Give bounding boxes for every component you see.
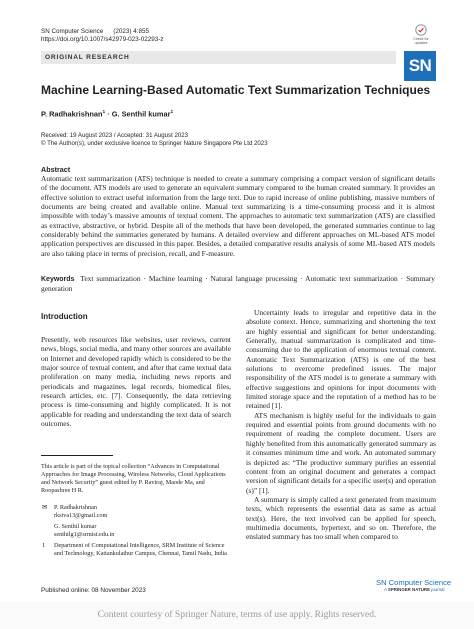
affiliation-marker: 1 xyxy=(170,110,174,115)
publisher-prefix: A xyxy=(384,587,388,592)
author-list xyxy=(41,108,173,119)
received-accepted: Received: 19 August 2023 / Accepted: 31 August 2023 xyxy=(41,132,189,139)
journal-volume: (2023) 4:855 xyxy=(113,28,150,35)
publisher-suffix: journal xyxy=(430,587,445,592)
affiliation-text: Department of Computational Intelligence, SRM Institute of Science and Technology, Kattankulathur Campus, Chennai, Tamil Nadu, India xyxy=(54,541,227,557)
corresponding-author-name: G. Senthil kumar xyxy=(54,522,97,530)
abstract-heading: Abstract xyxy=(41,165,71,174)
abstract-text: Automatic text summarization (ATS) technique is needed to create a summary comprising a compact version of significant details of the document. ATS models are used to generate an equivalent summary compared to the human created summary. It provides an effective solution to extract useful information from the large text. Due to rapid increase of online publishing, massive numbers of documents are being created and available online. Manual text summarizing is a time-consuming process and it is almost impossible with today’s massive amounts of textual content. The approaches to automatic text summarization (ATS) are classified as extractive, abstractive, or hybrid. Despite all of the methods that have been developed, the generated summaries continue to lag considerably behind the summaries generated by humans. A detailed overview and different approaches on ML-based ATS model application perspectives are discussed in this paper. Besides, a detailed comparative results analysis of some ML-based ATS models are also taking place in terms of precision, recall, and F-measure. xyxy=(41,174,435,258)
corresponding-author-name: P. Radhakrishnan xyxy=(54,504,97,511)
introduction-heading: Introduction xyxy=(41,312,88,321)
footer-journal-name: SN Computer Science xyxy=(376,578,452,587)
sn-logo: SN xyxy=(404,51,436,81)
article-title: Machine Learning-Based Automatic Text Summarization Techniques xyxy=(41,83,431,97)
copyright-line: © The Author(s), under exclusive licence to Springer Nature Singapore Pte Ltd 2023 xyxy=(41,140,268,147)
affiliation xyxy=(41,542,231,558)
journal-name: SN Computer Science xyxy=(41,28,104,35)
keywords-label: Keywords xyxy=(41,276,75,283)
right-column-text xyxy=(246,308,436,542)
author-name[interactable]: G. Senthil kumar xyxy=(111,109,171,119)
intro-paragraph: A summary is simply called a text generated from maximum texts, which represents the essential data as same as actual text(s). Here, the text involved can be applied for speech, multimedia documents, hypertext, and so on. Therefore, the enslated summary has too small when compared to xyxy=(246,494,436,542)
footnote-divider xyxy=(41,455,113,456)
topical-collection-footnote: This article is part of the topical collection “Advances in Computational Approaches for Image Processing, Wireless Networks, Cloud Applications and Network Security” guest edited by P. Raviraj, Maode Ma, and Roopashree H R. xyxy=(41,463,226,494)
keywords-text: Text summarization · Machine learning · Natural language processing · Automatic text summarization · Summary generation xyxy=(41,274,435,294)
check-for-updates-badge[interactable] xyxy=(408,24,434,46)
doi-link[interactable]: https://doi.org/10.1007/s42979-023-02293-z xyxy=(41,36,164,43)
envelope-icon: ✉ xyxy=(42,504,48,511)
article-dates xyxy=(41,132,268,148)
affiliation-number: 1 xyxy=(42,541,46,549)
affiliation-marker: 1 xyxy=(102,110,106,115)
footer-publisher xyxy=(384,587,444,593)
correspondence-author xyxy=(41,523,231,539)
journal-header xyxy=(41,28,149,36)
correspondence-block xyxy=(41,504,231,557)
publisher-name: SPRINGER NATURE xyxy=(387,587,431,592)
author-separator: · xyxy=(105,109,112,119)
author-name[interactable]: P. Radhakrishnan xyxy=(41,109,103,119)
check-updates-icon xyxy=(415,24,427,36)
intro-paragraph: Presently, web resources like websites, user reviews, current news, blogs, social media, and many other sources are available on Internet and developed rapidly which is considered to be the major source of textual content, and after that came textual data proliferation on many media, including news reports and periodicals and magazines, legal records, biomedical files, research articles, etc. [7]. Consequently, the data retrieving process is time-consuming and highly complicated. It is not applicable for reading and understanding the text data of search outcomes. xyxy=(41,335,232,429)
corresponding-author-email[interactable]: senthilg1@srmist.edu.in xyxy=(54,530,115,538)
intro-paragraph: Uncertainty leads to irregular and repetitive data in the absolute context. Hence, summarizing and shortening the text are highly essential and significant for better understanding. Generally, manual summarization is complicated and time-consuming due to the application of enormous textual content. Automatic Text Summarization (ATS) is one of the best solutions to overcome predefined issues. The major responsibility of the ATS model is to generate a summary with effective suggestions and opinions for input documents with limited storage space and the reputation of a method has to be retained [1]. xyxy=(246,308,436,411)
correspondence-author xyxy=(41,504,231,520)
keywords xyxy=(41,274,435,294)
check-updates-label-2: updates xyxy=(414,41,428,45)
corresponding-author-email[interactable]: rksiva13@gmail.com xyxy=(54,511,108,519)
left-column-text xyxy=(41,335,231,428)
intro-paragraph: ATS mechanism is highly useful for the individuals to gain required and essential points from ground documents with no requirement of reading the complete document. Users are highly benefited from this automatically generated summary as it consumes minimum time and work. An automated summary is depicted as: “The productive summary purifies an essential content from an original document and generates a compact version of significant details for a specific user(s) and operation (s)” [1]. xyxy=(246,410,436,495)
check-updates-label-1: Check for xyxy=(413,37,429,41)
courtesy-notice[interactable]: Content courtesy of Springer Nature, terms of use apply. Rights reserved. xyxy=(97,610,377,620)
article-type: ORIGINAL RESEARCH xyxy=(45,54,130,61)
published-date: Published online: 08 November 2023 xyxy=(41,587,146,594)
